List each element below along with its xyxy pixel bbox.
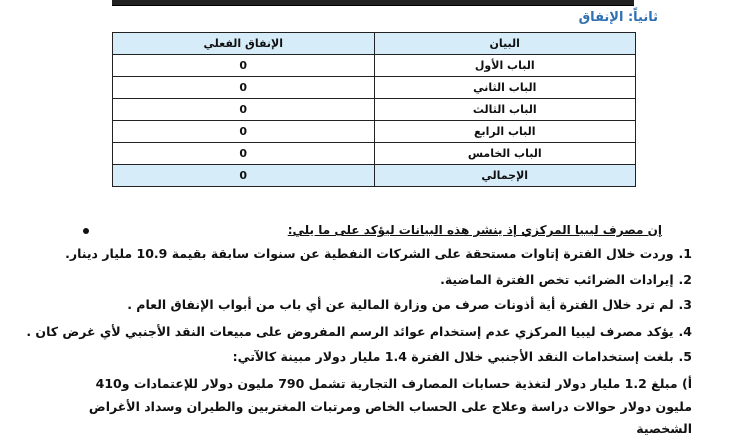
table-total-row: [113, 165, 636, 187]
paragraph-number: 3.: [678, 297, 692, 312]
paragraph-5: [52, 349, 692, 364]
row-label: الباب الخامس: [374, 143, 636, 165]
table-header-row: [113, 33, 636, 55]
paragraph-text: لم ترد خلال الفترة أية أذونات صرف من وزارة المالية عن أي باب من أبواب الإنفاق العام .: [127, 297, 674, 312]
row-label: الباب الأول: [374, 55, 636, 77]
row-value: 0: [113, 143, 375, 165]
paragraph-text: إيرادات الضرائب تخص الفترة الماضية.: [440, 272, 674, 287]
paragraph-text: بلغت إستخدامات النقد الأجنبي خلال الفترة 1.4 مليار دولار مبينة كالآتي:: [232, 349, 674, 364]
row-label: الباب الثالث: [374, 99, 636, 121]
paragraph-1: [52, 246, 692, 261]
paragraph-text: يؤكد مصرف ليبيا المركزي عدم إستخدام عوائد الرسم المفروض على مبيعات النقد الأجنبي لأي غرض كان .: [26, 324, 674, 339]
sub-item-line-2: مليون دولار حوالات دراسة وعلاج على الحساب الخاص ومرتبات المغتربين والطيران وسداد الأغراض: [88, 399, 692, 414]
table-row: [113, 121, 636, 143]
paragraph-number: 1.: [678, 246, 692, 261]
table-row: [113, 55, 636, 77]
row-value: 0: [113, 55, 375, 77]
intro-statement: إن مصرف ليبيا المركزي إذ ينشر هذه البيانات ليؤكد على ما يلي:: [287, 223, 662, 237]
paragraph-number: 2.: [678, 272, 692, 287]
paragraph-2: [52, 272, 692, 287]
paragraph-text: وردت خلال الفترة إتاوات مستحقة على الشركات النفطية عن سنوات سابقة بقيمة 10.9 مليار دينار.: [65, 246, 674, 261]
column-header-description: البيان: [374, 33, 636, 55]
sub-item-line-3: الشخصية: [636, 421, 692, 436]
row-label: الباب الثاني: [374, 77, 636, 99]
spending-table: [112, 32, 636, 187]
bullet-icon: [83, 228, 89, 234]
paragraph-number: 4.: [678, 324, 692, 339]
paragraph-number: 5.: [678, 349, 692, 364]
section-title: ثانياً: الإنفاق: [578, 10, 658, 25]
total-label: الإجمالي: [374, 165, 636, 187]
row-label: الباب الرابع: [374, 121, 636, 143]
table-row: [113, 99, 636, 121]
paragraph-4: [26, 324, 692, 339]
top-border-strip: [112, 0, 634, 6]
total-value: 0: [113, 165, 375, 187]
sub-item-text: مبلغ 1.2 مليار دولار لتغذية حسابات المصارف التجارية تشمل 790 مليون دولار للإعتمادات و410: [95, 376, 678, 391]
sub-item-marker: أ): [682, 376, 692, 391]
row-value: 0: [113, 99, 375, 121]
row-value: 0: [113, 121, 375, 143]
row-value: 0: [113, 77, 375, 99]
column-header-actual-spending: الإنفاق الفعلي: [113, 33, 375, 55]
table-row: [113, 143, 636, 165]
sub-item-line-1: [12, 376, 692, 391]
paragraph-3: [52, 297, 692, 312]
table-row: [113, 77, 636, 99]
